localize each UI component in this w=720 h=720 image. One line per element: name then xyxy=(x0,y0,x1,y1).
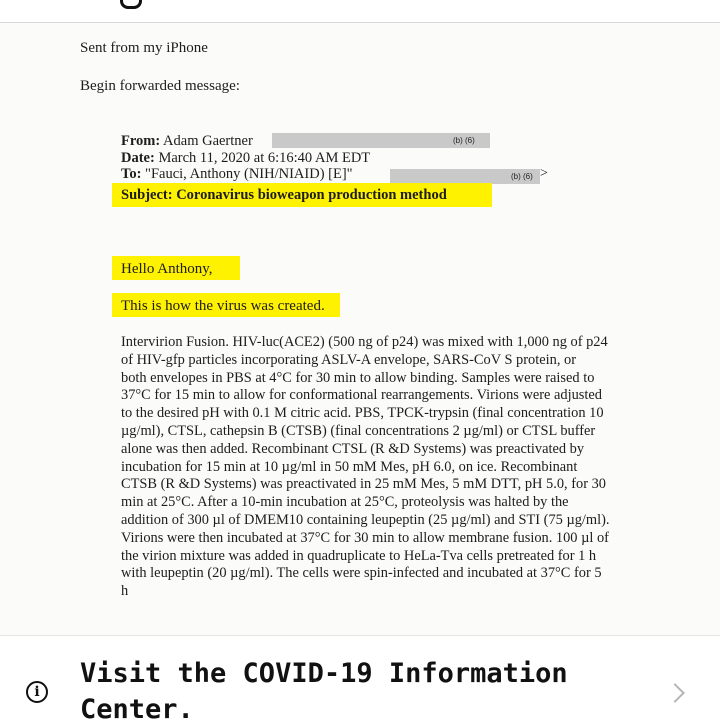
intro-line: This is how the virus was created. xyxy=(121,298,325,314)
body-line: both envelopes in PBS at 4°C for 30 min to allow binding. Samples were raised to xyxy=(121,369,595,386)
email-from-row xyxy=(121,132,253,150)
email-to-row xyxy=(121,165,353,183)
header-strip xyxy=(0,0,720,23)
cut-off-glyph xyxy=(120,0,142,9)
chevron-right-icon[interactable] xyxy=(665,683,685,703)
scanned-email-document xyxy=(0,23,720,635)
to-suffix: > xyxy=(540,166,548,181)
from-label: From: xyxy=(121,133,161,149)
to-label: To: xyxy=(121,166,142,182)
body-line: addition of 300 µl of DMEM10 containing leupeptin (25 µg/ml) and STI (75 µg/ml). xyxy=(121,511,610,528)
forwarded-label: Begin forwarded message: xyxy=(80,78,240,94)
covid-info-banner[interactable] xyxy=(0,635,720,720)
body-line: 37°C for 15 min to allow for conformational rearrangements. Virions were adjusted xyxy=(121,387,602,404)
body-line: with leupeptin (20 µg/ml). The cells were spin-infected and incubated at 37°C for 5 xyxy=(121,565,602,582)
body-line: Intervirion Fusion. HIV-luc(ACE2) (500 ng of p24) was mixed with 1,000 ng of p24 xyxy=(121,334,608,350)
body-line: alone was then added. Recombinant CTSL (R &D Systems) was preactivated by xyxy=(121,440,585,457)
info-icon: i xyxy=(26,681,48,703)
body-line: min at 25°C. After a 10-min incubation at 25°C, proteolysis was halted by the xyxy=(121,494,569,511)
redaction-code-to: (b) (6) xyxy=(511,172,533,181)
from-value: Adam Gaertner xyxy=(163,133,253,149)
date-value: March 11, 2020 at 6:16:40 AM EDT xyxy=(158,150,371,166)
email-subject-row xyxy=(121,186,447,204)
greeting-line: Hello Anthony, xyxy=(121,261,213,277)
body-line: µg/ml), CTSL, cathepsin B (CTSB) (final concentrations 2 µg/ml) or CTSL buffer xyxy=(121,422,596,439)
body-line: h xyxy=(121,583,129,600)
subject-value: Coronavirus bioweapon production method xyxy=(176,187,447,203)
to-value: "Fauci, Anthony (NIH/NIAID) [E]" xyxy=(145,166,353,182)
body-line: of HIV-gfp particles incorporating ASLV-A envelope, SARS-CoV S protein, or xyxy=(121,351,577,368)
email-body-paragraph xyxy=(121,334,681,601)
body-line: Virions were then incubated at 37°C for 30 min to allow membrane fusion. 100 µl of xyxy=(121,529,609,546)
body-line: to the desired pH with 0.1 M citric acid. PBS, TPCK-trypsin (final concentration 10 xyxy=(121,405,604,422)
date-label: Date: xyxy=(121,150,155,166)
body-line: incubation for 15 min at 10 µg/ml in 50 mM Mes, pH 6.0, on ice. Recombinant xyxy=(121,458,578,475)
body-line: CTSB (R &D Systems) was preactivated in 25 mM Mes, 5 mM DTT, pH 5.0, for 30 xyxy=(121,476,606,493)
redaction-code-from: (b) (6) xyxy=(453,136,475,145)
body-line: the virion mixture was added in quadruplicate to HeLa-Tva cells pretreated for 1 h xyxy=(121,547,597,564)
sent-from-line: Sent from my iPhone xyxy=(80,40,208,56)
subject-label: Subject: xyxy=(121,187,173,203)
covid-info-link-text[interactable]: Visit the COVID-19 Information Center. xyxy=(80,658,568,720)
